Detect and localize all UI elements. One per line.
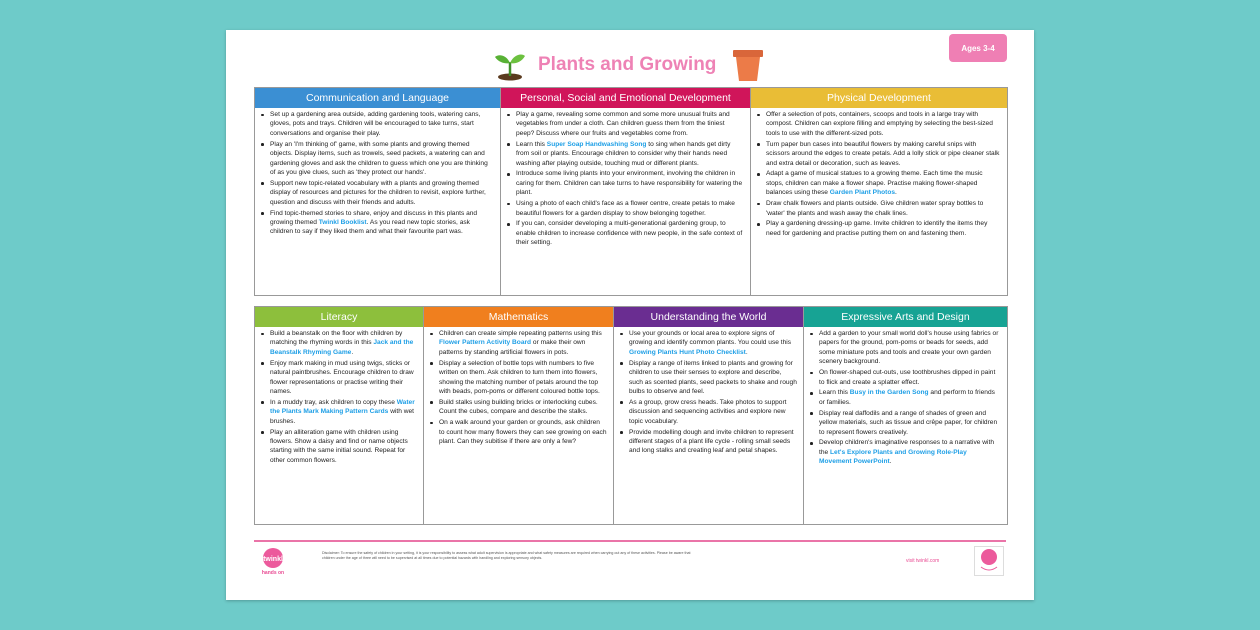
- section-header: Physical Development: [751, 88, 1007, 108]
- item-text: Offer a selection of pots, containers, scoops and tools in a large tray with compost. Children can explore filling and emptying by selecting the best-sized tools to use with the different-sized pots.: [766, 111, 993, 137]
- section-physical-development: [751, 88, 1007, 295]
- list-item: [755, 110, 1001, 138]
- activity-list: [428, 329, 607, 446]
- item-text: Turn paper bun cases into beautiful flowers by making careful snips with scissors around the edges to create petals. Add a lolly stick or pipe cleaner stalk and extra detail or decoration, such as leaves.: [766, 140, 1000, 167]
- twinkl-badge-logo: [974, 546, 1004, 576]
- section-header: Literacy: [255, 307, 423, 327]
- sprout-icon: [492, 46, 528, 82]
- item-text: .: [895, 189, 897, 197]
- item-text: Introduce some living plants into your environment, involving the children in caring for them. Children can take turns to have responsibility for watering the plant.: [516, 170, 743, 197]
- list-item: [618, 398, 797, 426]
- item-text: Enjoy mark making in mud using twigs, sticks or natural paintbrushes. Encourage children to draw flower representations or practise writing their names.: [270, 359, 414, 395]
- resource-link[interactable]: Garden Plant Photos: [829, 189, 896, 197]
- activity-list: [505, 110, 744, 248]
- section-header: Expressive Arts and Design: [804, 307, 1007, 327]
- item-text: Provide modelling dough and invite children to represent different stages of a plant life cycle - rolling small seeds and long stalks and creating leaf and petal shapes.: [629, 428, 794, 455]
- resource-link[interactable]: Growing Plants Hunt Photo Checklist: [629, 348, 746, 356]
- resource-link[interactable]: Jack and the Beanstalk Rhyming Game: [270, 339, 414, 356]
- website-link[interactable]: visit twinkl.com: [906, 558, 940, 564]
- list-item: [808, 368, 1001, 387]
- section-literacy: [255, 307, 424, 524]
- resource-link[interactable]: Let's Explore Plants and Growing Role-Play Movement PowerPoint: [819, 448, 967, 466]
- item-text: Play an 'I'm thinking of' game, with some plants and growing themed objects. Display items, such as trowels, seed packets, a watering can and gardening gloves and ask the children to guess which one you are thinking of as you give clues, such as 'they protect our hands'.: [270, 140, 488, 176]
- section-body: [424, 327, 613, 450]
- list-item: [259, 329, 417, 357]
- list-item: [259, 179, 494, 207]
- item-text: Children can create simple repeating patterns using this: [439, 330, 602, 337]
- section-header: Communication and Language: [255, 88, 500, 108]
- item-text: As a group, grow cress heads. Take photos to support discussion and sequencing activities and explore new topic vocabulary.: [629, 398, 787, 425]
- document-page: [226, 30, 1034, 600]
- list-item: [618, 359, 797, 397]
- item-text: Display a range of items linked to plants and growing for children to use their senses to explore and describe, such as scented plants, seed packets to shake and rough bulbs to observe and feel.: [629, 359, 797, 395]
- list-item: [505, 140, 744, 168]
- item-text: . As you read new topic stories, ask children to say if they liked them and what their favourite part was.: [270, 218, 470, 236]
- section-body: [751, 108, 1007, 242]
- age-badge: Ages 3-4: [949, 34, 1007, 62]
- item-text: Display real daffodils and a range of shades of green and yellow materials, such as tissue and crêpe paper, for children to represent flowers creatively.: [819, 409, 998, 436]
- list-item: [505, 199, 744, 218]
- list-item: [259, 110, 494, 138]
- list-item: [428, 398, 607, 417]
- item-text: Build a beanstalk on the floor with children by matching the rhyming words in this: [270, 330, 403, 347]
- top-sections-grid: [254, 87, 1008, 296]
- section-communication-and-language: [255, 88, 501, 295]
- item-text: to sing when hands get dirty from soil or plants. Encourage children to consider why their hands need washing after playing outside, touching mud or different plants.: [516, 140, 731, 167]
- item-text: Build stalks using building bricks or interlocking cubes. Count the cubes, compare and describe the stalks.: [439, 398, 598, 416]
- item-text: Add a garden to your small world doll's house using fabrics or papers for the ground, pom-poms or beads for seeds, add some miniature pots and tools and create your own garden scenery background.: [819, 330, 999, 366]
- list-item: [259, 209, 494, 237]
- section-body: [804, 327, 1007, 470]
- section-personal-social-and-emotional-development: [501, 88, 751, 295]
- list-item: [808, 438, 1001, 466]
- item-text: If you can, consider developing a multi-generational gardening group, to enable children to increase confidence with new people, in the safe context of their setting.: [516, 220, 743, 247]
- item-text: and perform to friends or families.: [819, 389, 995, 406]
- item-text: Find topic-themed stories to share, enjoy and discuss in this plants and growing themed: [270, 209, 478, 226]
- item-text: On flower-shaped cut-outs, use toothbrushes dipped in paint to flick and create a splatter effect.: [819, 369, 996, 386]
- item-text: Play an alliteration game with children using flowers. Show a daisy and find or name objects starting with the same initial sound. Repeat for other common flowers.: [270, 428, 408, 464]
- item-text: Play a game, revealing some common and some more unusual fruits and vegetables from under a cloth. Can children guess them from the tiniest peep? Discuss where our fruits and vegetables come from.: [516, 111, 730, 137]
- list-item: [428, 359, 607, 397]
- resource-link[interactable]: Busy in the Garden Song: [849, 389, 929, 397]
- list-item: [755, 219, 1001, 238]
- resource-link[interactable]: Flower Pattern Activity Board: [439, 339, 532, 347]
- section-header: Personal, Social and Emotional Development: [501, 88, 750, 108]
- list-item: [755, 199, 1001, 218]
- section-body: [255, 327, 423, 469]
- resource-link[interactable]: Water the Plants Mark Making Pattern Cards: [270, 398, 415, 416]
- disclaimer-text: Disclaimer: To ensure the safety of children in your setting, it is your responsibility to assess what adult supervision is appropriate and what safety measures are required when carrying out any of these activities. Please be aware that children under the age of three will need to be supervised at all times due to potential hazards with handling and exploring sensory objects.: [322, 551, 691, 560]
- list-item: [259, 398, 417, 426]
- item-text: In a muddy tray, ask children to copy these: [270, 398, 397, 406]
- section-body: [255, 108, 500, 240]
- list-item: [505, 169, 744, 197]
- activity-list: [755, 110, 1001, 238]
- list-item: [755, 169, 1001, 197]
- section-expressive-arts-and-design: [804, 307, 1007, 524]
- activity-list: [808, 329, 1001, 467]
- item-text: Display a selection of bottle tops with numbers to five written on them. Ask children to turn them into flowers, showing the matching number of petals around the top with beads, pom-poms or different coloured bottle tops.: [439, 359, 600, 395]
- list-item: [259, 140, 494, 178]
- item-text: Support new topic-related vocabulary with a plants and growing themed display of resources and pictures for the children to revisit, explore further, question and discuss with their friends and adults.: [270, 179, 486, 206]
- item-text: Learn this: [819, 389, 850, 397]
- item-text: Play a gardening dressing-up game. Invite children to identify the items they need for gardening and practise putting them on and fastening them.: [766, 220, 988, 237]
- activity-list: [618, 329, 797, 456]
- item-text: .: [351, 348, 354, 356]
- list-item: [808, 329, 1001, 367]
- activity-list: [259, 110, 494, 237]
- item-text: or make their own patterns by standing artificial flowers in pots.: [439, 339, 586, 356]
- list-item: [428, 418, 607, 446]
- bottom-sections-grid: [254, 306, 1008, 525]
- item-text: .: [745, 348, 748, 356]
- section-body: [614, 327, 803, 459]
- twinkl-logo: [256, 546, 290, 576]
- section-body: [501, 108, 750, 251]
- list-item: [259, 428, 417, 466]
- list-item: [618, 329, 797, 357]
- resource-link[interactable]: Twinkl Booklist: [318, 218, 367, 226]
- page-title: Plants and Growing: [538, 54, 717, 75]
- item-text: On a walk around your garden or grounds, ask children to count how many flowers they can see growing on each plant. Can they subitise if there are only a few?: [439, 419, 607, 445]
- section-header: Mathematics: [424, 307, 613, 327]
- list-item: [505, 110, 744, 138]
- list-item: [505, 219, 744, 247]
- list-item: [808, 409, 1001, 437]
- section-header: Understanding the World: [614, 307, 803, 327]
- item-text: Learn this: [516, 140, 547, 148]
- list-item: [428, 329, 607, 357]
- item-text: Adapt a game of musical statues to a growing theme. Each time the music stops, children can make a flower shape. Practise making flower-shaped balances using these: [766, 170, 983, 197]
- svg-text:hands on: hands on: [261, 570, 285, 576]
- item-text: Develop children's imaginative responses to a narrative with the: [819, 439, 994, 456]
- item-text: Draw chalk flowers and plants outside. Give children water spray bottles to 'water' the plants and wash away the chalk lines.: [766, 200, 984, 217]
- footer-divider: [254, 540, 1006, 542]
- item-text: Set up a gardening area outside, adding gardening tools, watering cans, gloves, pots and trays. Children will be encouraged to take turns, start conversations and organise their play.: [270, 111, 481, 137]
- section-understanding-the-world: [614, 307, 804, 524]
- resource-link[interactable]: Super Soap Handwashing Song: [546, 140, 647, 148]
- item-text: with wet brushes.: [270, 408, 415, 425]
- item-text: Use your grounds or local area to explore signs of growing and identify common plants. You could use this: [629, 330, 792, 347]
- item-text: Using a photo of each child's face as a flower centre, create petals to make beautiful flowers for a garden display to show belonging together.: [516, 200, 735, 217]
- activity-list: [259, 329, 417, 465]
- list-item: [808, 388, 1001, 407]
- list-item: [259, 359, 417, 397]
- list-item: [618, 428, 797, 456]
- flower-pot-icon: [731, 48, 765, 82]
- item-text: .: [889, 458, 892, 466]
- section-mathematics: [424, 307, 614, 524]
- svg-text:twinkl: twinkl: [263, 556, 283, 563]
- list-item: [755, 140, 1001, 168]
